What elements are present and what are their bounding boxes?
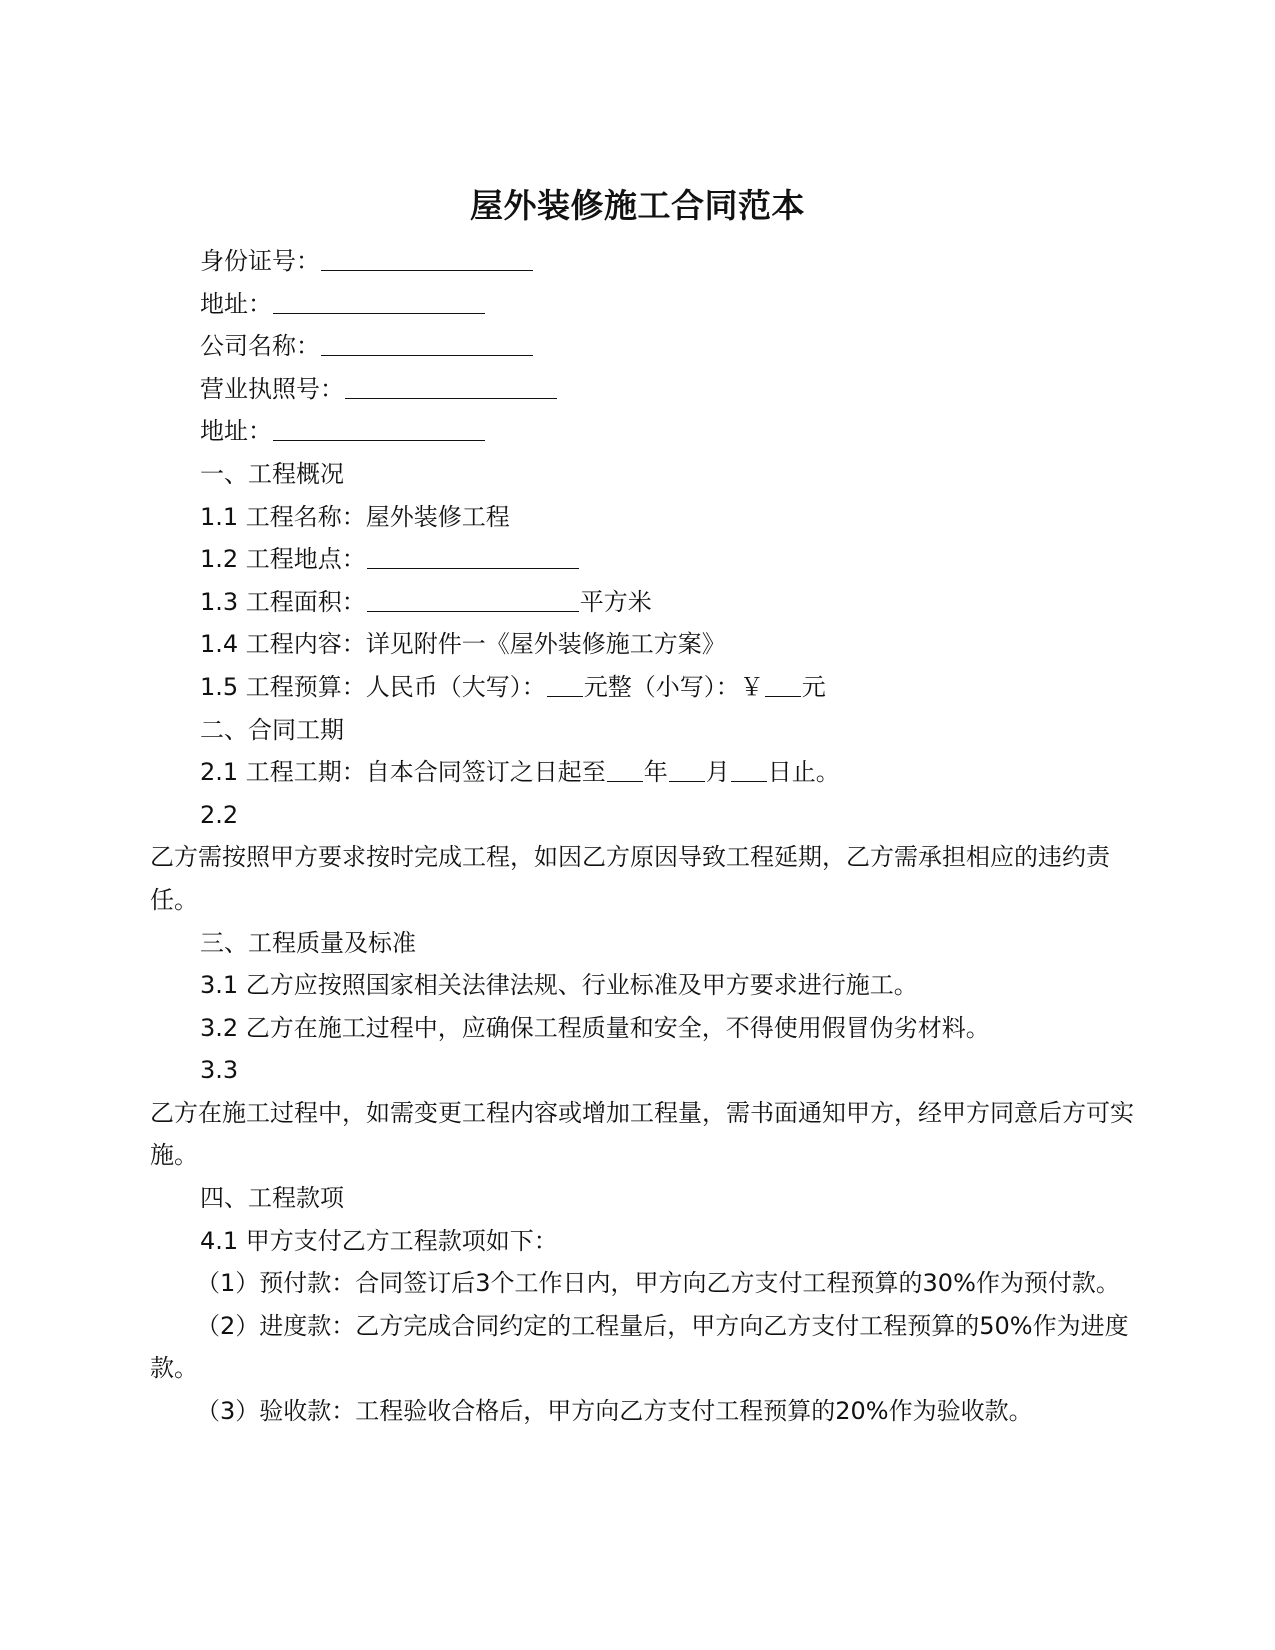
document-body bbox=[150, 240, 1140, 1433]
location-blank bbox=[367, 544, 579, 569]
section-1-heading: 一、工程概况 bbox=[200, 459, 344, 488]
item-3-1: 3.1 乙方应按照国家相关法律法规、行业标准及甲方要求进行施工。 bbox=[200, 971, 918, 1000]
area-blank bbox=[367, 587, 579, 612]
company-name-label: 公司名称： bbox=[200, 332, 320, 361]
section-4-heading: 四、工程款项 bbox=[200, 1184, 344, 1213]
item-3-2: 3.2 乙方在施工过程中，应确保工程质量和安全，不得使用假冒伪劣材料。 bbox=[200, 1013, 990, 1042]
item-3-3-number: 3.3 bbox=[200, 1056, 239, 1085]
item-1-2-label: 1.2 工程地点： bbox=[200, 545, 366, 574]
section-2-heading: 二、合同工期 bbox=[200, 715, 344, 744]
year-label: 年 bbox=[643, 758, 668, 787]
item-2-2-text: 乙方需按照甲方要求按时完成工程，如因乙方原因导致工程延期，乙方需承担相应的违约责任。 bbox=[150, 843, 1110, 914]
budget-upper-blank bbox=[547, 672, 583, 697]
payment-3: （3）验收款：工程验收合格后，甲方向乙方支付工程预算的20%作为验收款。 bbox=[196, 1397, 1033, 1426]
company-name-blank bbox=[321, 331, 533, 356]
month-label: 月 bbox=[705, 758, 730, 787]
item-1-5-middle: 元整（小写）：￥ bbox=[583, 672, 764, 701]
address-line-a bbox=[150, 283, 1140, 326]
payment-1: （1）预付款：合同签订后3个工作日内，甲方向乙方支付工程预算的30%作为预付款。 bbox=[196, 1269, 1120, 1298]
item-3-3-text: 乙方在施工过程中，如需变更工程内容或增加工程量，需书面通知甲方，经甲方同意后方可实施。 bbox=[150, 1098, 1134, 1170]
month-blank bbox=[669, 757, 705, 782]
item-1-3-label: 1.3 工程面积： bbox=[200, 587, 366, 616]
budget-lower-blank bbox=[765, 672, 801, 697]
section-3-heading: 三、工程质量及标准 bbox=[200, 928, 416, 957]
license-number-label: 营业执照号： bbox=[200, 374, 344, 403]
id-number-line bbox=[150, 240, 1140, 283]
year-blank bbox=[607, 757, 643, 782]
payment-2: （2）进度款：乙方完成合同约定的工程量后，甲方向乙方支付工程预算的50%作为进度款。 bbox=[150, 1311, 1129, 1383]
item-1-4: 1.4 工程内容：详见附件一《屋外装修施工方案》 bbox=[200, 630, 726, 659]
item-1-5-prefix: 1.5 工程预算：人民币（大写）： bbox=[200, 672, 546, 701]
company-name-line bbox=[150, 325, 1140, 368]
item-4-1: 4.1 甲方支付乙方工程款项如下： bbox=[200, 1226, 558, 1255]
address-label-b: 地址： bbox=[200, 417, 272, 446]
item-1-5-suffix: 元 bbox=[801, 672, 826, 701]
license-number-blank bbox=[345, 374, 557, 399]
address-blank-a bbox=[273, 289, 485, 314]
item-1-2 bbox=[150, 538, 1140, 581]
item-2-1-prefix: 2.1 工程工期：自本合同签订之日起至 bbox=[200, 758, 606, 787]
license-number-line bbox=[150, 368, 1140, 411]
day-label: 日止。 bbox=[767, 758, 840, 787]
item-1-3 bbox=[150, 581, 1140, 624]
document-title: 屋外装修施工合同范本 bbox=[470, 186, 805, 225]
address-blank-b bbox=[273, 416, 485, 441]
item-1-5 bbox=[150, 666, 1140, 709]
address-line-b bbox=[150, 410, 1140, 453]
item-2-1 bbox=[150, 751, 1140, 794]
item-2-2-number: 2.2 bbox=[200, 800, 239, 829]
area-unit: 平方米 bbox=[579, 587, 652, 616]
id-number-blank bbox=[321, 246, 533, 271]
address-label-a: 地址： bbox=[200, 289, 272, 318]
day-blank bbox=[731, 757, 767, 782]
id-number-label: 身份证号： bbox=[200, 247, 320, 275]
item-1-1: 1.1 工程名称：屋外装修工程 bbox=[200, 502, 510, 531]
